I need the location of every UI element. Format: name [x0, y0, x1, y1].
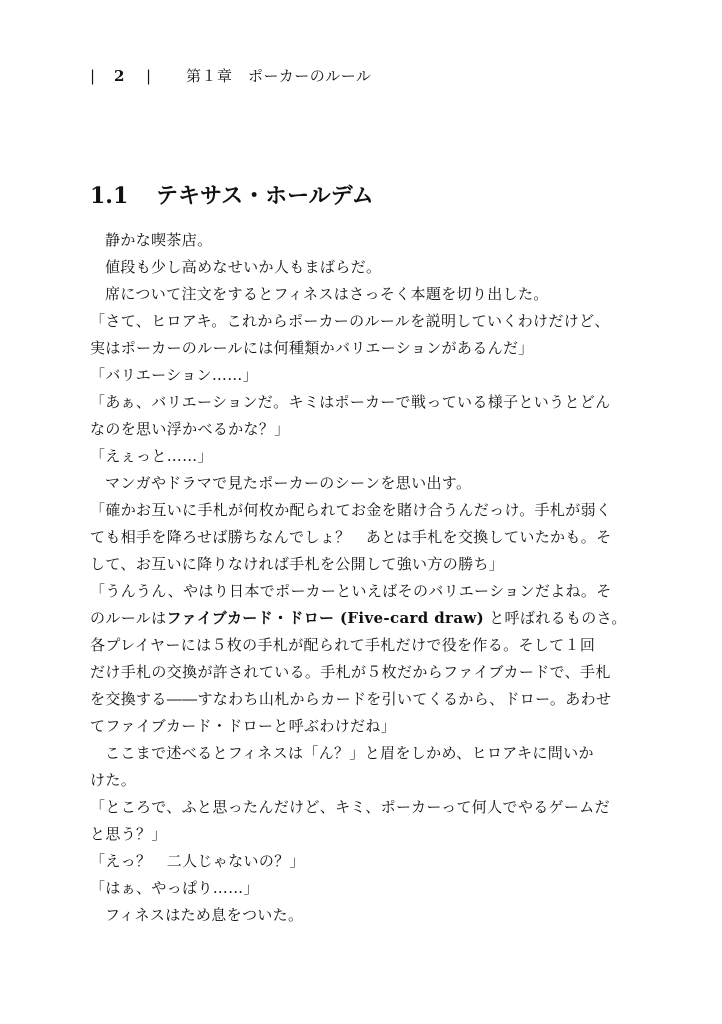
running-head-bar-left: |: [90, 67, 96, 85]
paragraph-line: 席について注文をするとフィネスはさっそく本題を切り出した。: [105, 285, 549, 303]
dialogue-line: てファイブカード・ドローと呼ぶわけだね」: [90, 717, 397, 735]
dialogue-line: 「うんうん、やはり日本でポーカーといえばそのバリエーションだよね。そ: [90, 582, 612, 600]
paragraph-line: フィネスはため息をついた。: [105, 906, 304, 924]
body-text: [90, 227, 635, 929]
dialogue-line: 実はポーカーのルールには何種類かバリエーションがあるんだ」: [90, 339, 534, 357]
dialogue-line: 「えぇっと……」: [90, 447, 213, 465]
section-title: テキサス・ホールデム: [156, 183, 374, 209]
running-head-bar-right: |: [146, 67, 152, 85]
section-number: 1.1: [90, 183, 129, 209]
line-text-after: と呼ばれるものさ。: [484, 609, 627, 627]
dialogue-line-with-bold-term: [90, 605, 635, 632]
line-text-before: のルールは: [90, 609, 167, 627]
page-number: 2: [114, 67, 125, 85]
bold-term: ファイブカード・ドロー (Five-card draw): [166, 609, 485, 627]
dialogue-line: を交換する――すなわち山札からカードを引いてくるから、ドロー。あわせ: [90, 690, 612, 708]
dialogue-line: 「はぁ、やっぱり……」: [90, 879, 259, 897]
dialogue-line: 「ところで、ふと思ったんだけど、キミ、ポーカーって何人でやるゲームだ: [90, 798, 610, 816]
dialogue-line: 「えっ？ 二人じゃないの？」: [90, 852, 305, 870]
paragraph-line: 値段も少し高めなせいか人もまばらだ。: [105, 258, 382, 276]
paragraph-line: 静かな喫茶店。: [105, 231, 213, 249]
dialogue-line: して、お互いに降りなければ手札を公開して強い方の勝ち」: [90, 555, 505, 573]
dialogue-line: 「さて、ヒロアキ。これからポーカーのルールを説明していくわけだけど、: [90, 312, 610, 330]
running-head: [90, 64, 650, 88]
dialogue-line: ても相手を降ろせば勝ちなんでしょ？ あとは手札を交換していたかも。そ: [90, 528, 612, 546]
dialogue-line: 「バリエーション……」: [90, 366, 258, 384]
dialogue-line: 各プレイヤーには５枚の手札が配られて手札だけで役を作る。そして１回: [90, 636, 596, 654]
dialogue-line: と思う？」: [90, 825, 167, 843]
dialogue-line: だけ手札の交換が許されている。手札が５枚だからファイブカードで、手札: [90, 663, 611, 681]
chapter-title: 第１章 ポーカーのルール: [186, 67, 372, 85]
dialogue-line: 「確かお互いに手札が何枚か配られてお金を賭け合うんだっけ。手札が弱く: [90, 501, 612, 519]
dialogue-line: 「あぁ、バリエーションだ。キミはポーカーで戦っている様子というとどん: [90, 393, 611, 411]
paragraph-line: マンガやドラマで見たポーカーのシーンを思い出す。: [105, 474, 472, 492]
dialogue-line: なのを思い浮かべるかな？」: [90, 420, 290, 438]
section-heading: [90, 176, 374, 216]
paragraph-line: ここまで述べるとフィネスは「ん？」と眉をしかめ、ヒロアキに問いか: [105, 744, 594, 762]
paragraph-line: けた。: [90, 771, 137, 789]
